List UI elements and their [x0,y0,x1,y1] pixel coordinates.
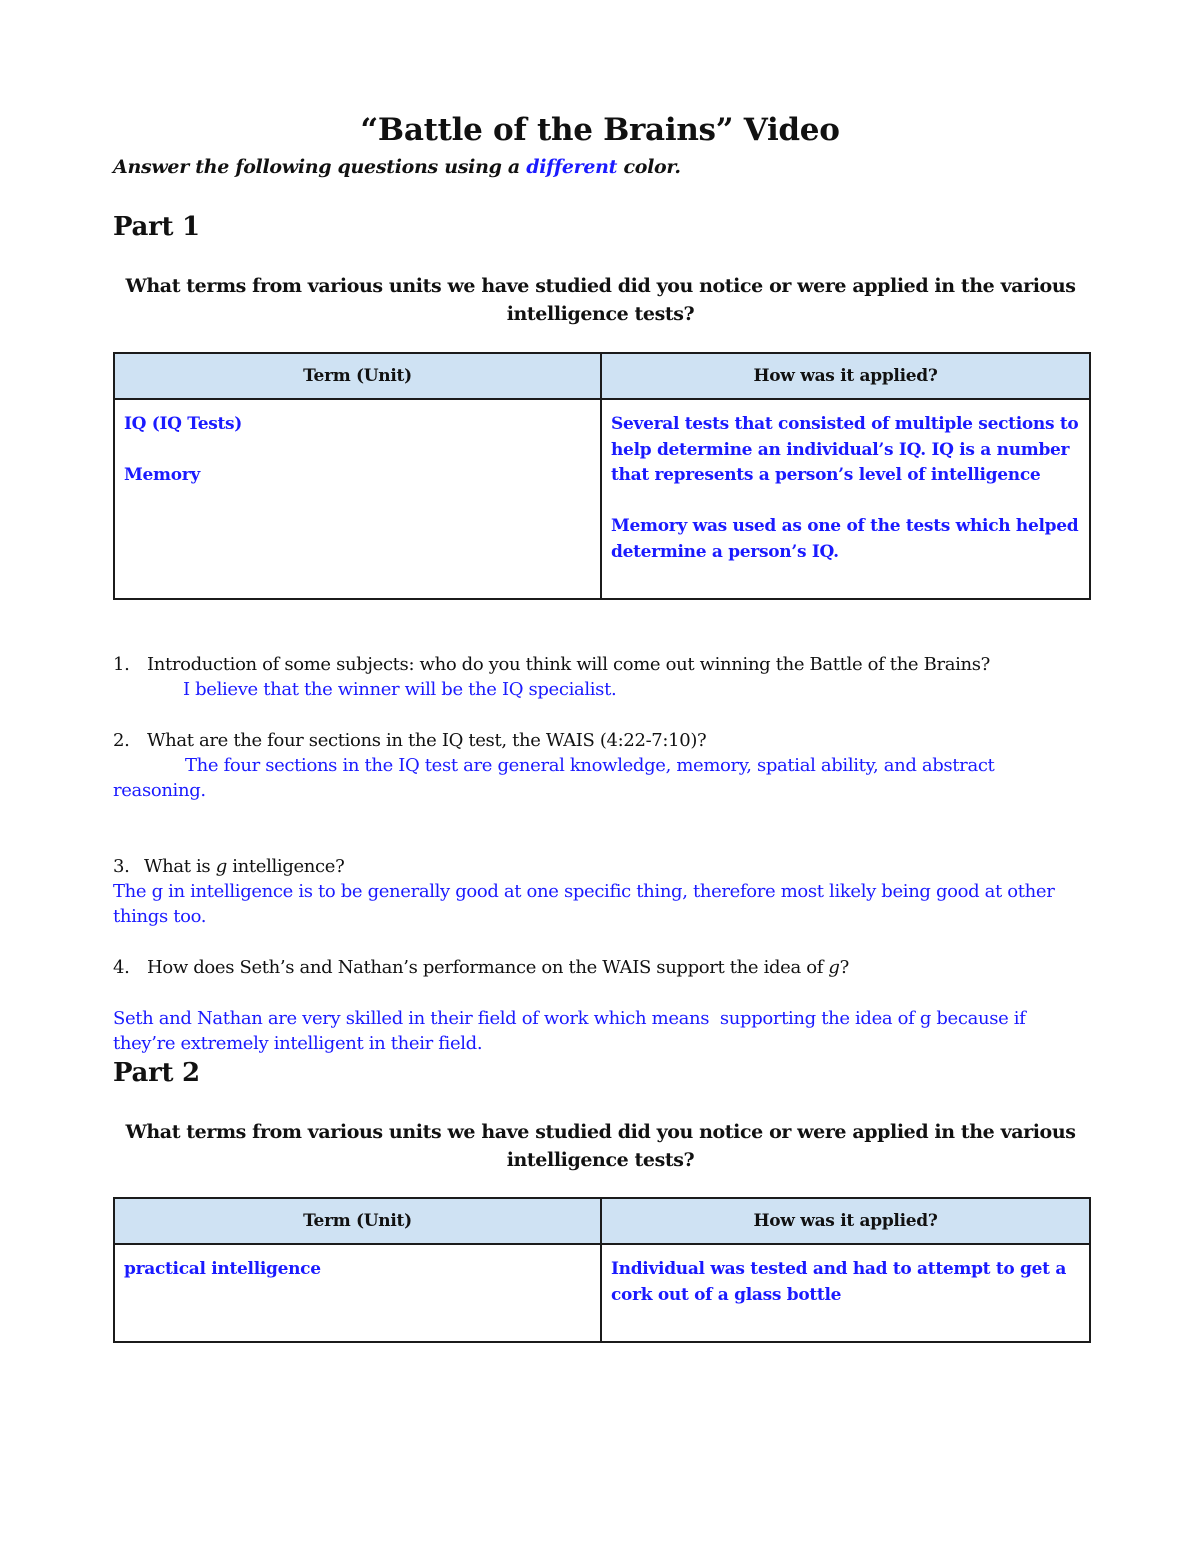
answer-4: Seth and Nathan are very skilled in their field of work which means supporting the idea of g because if they’re extremely intelligent in their field. [113,1008,1031,1054]
table-header-row [114,1198,1090,1244]
question-text-italic: g [215,856,227,877]
applied-entry: Several tests that consisted of multiple sections to help determine an individual’s IQ. IQ is a number that represents a person’s level of intelligence [611,414,1079,485]
question-2 [113,728,1093,753]
column-header-term: Term (Unit) [114,1198,601,1244]
part1-terms-table [113,352,1091,600]
applied-cell [601,1244,1090,1342]
question-number: 3. [113,856,130,877]
question-text-start: How does Seth’s and Nathan’s performance on the WAIS support the idea of [147,957,829,978]
question-text-end: intelligence? [226,856,345,877]
instructions-text-start: Answer the following questions using a [113,156,527,178]
term-entry: Memory [124,465,200,485]
applied-entry: Individual was tested and had to attempt to get a cork out of a glass bottle [611,1259,1067,1305]
question-number: 1. [113,654,130,675]
term-cell [114,399,601,599]
table-header-row [114,353,1090,399]
question-4 [113,955,1093,980]
question-number: 4. [113,957,130,978]
applied-entry: Memory was used as one of the tests which helped determine a person’s IQ. [611,516,1079,562]
applied-cell [601,399,1090,599]
instructions [113,156,681,178]
question-text: Introduction of some subjects: who do you think will come out winning the Battle of the Brains? [147,654,990,675]
column-header-applied: How was it applied? [601,353,1090,399]
question-text-end: ? [839,957,849,978]
part2-terms-table [113,1197,1091,1343]
question-3 [113,854,1093,879]
term-entry: practical intelligence [124,1259,321,1279]
answer-2: The four sections in the IQ test are general knowledge, memory, spatial ability, and abstract reasoning. [113,755,995,801]
question-text-italic: g [828,957,840,978]
instructions-text-end: color. [617,156,681,178]
document-title: “Battle of the Brains” Video [360,112,840,148]
question-text: What are the four sections in the IQ test, the WAIS (4:22-7:10)? [147,730,707,751]
answer-1: I believe that the winner will be the IQ specialist. [183,679,617,700]
answer-3: The g in intelligence is to be generally good at one specific thing, therefore most likely being good at other things too. [113,881,1055,927]
question-number: 2. [113,730,130,751]
instructions-highlight-word: different [526,156,618,178]
question-1 [113,652,1093,677]
column-header-term: Term (Unit) [114,353,601,399]
column-header-applied: How was it applied? [601,1198,1090,1244]
part1-heading: Part 1 [113,212,200,242]
table-row [114,1244,1090,1342]
part1-question: What terms from various units we have studied did you notice or were applied in the various intelligence tests? [125,275,1076,325]
part2-heading: Part 2 [113,1058,200,1088]
table-row [114,399,1090,599]
term-cell [114,1244,601,1342]
term-entry: IQ (IQ Tests) [124,414,243,434]
question-text-start: What is [144,856,216,877]
part2-question: What terms from various units we have studied did you notice or were applied in the various intelligence tests? [125,1121,1076,1171]
